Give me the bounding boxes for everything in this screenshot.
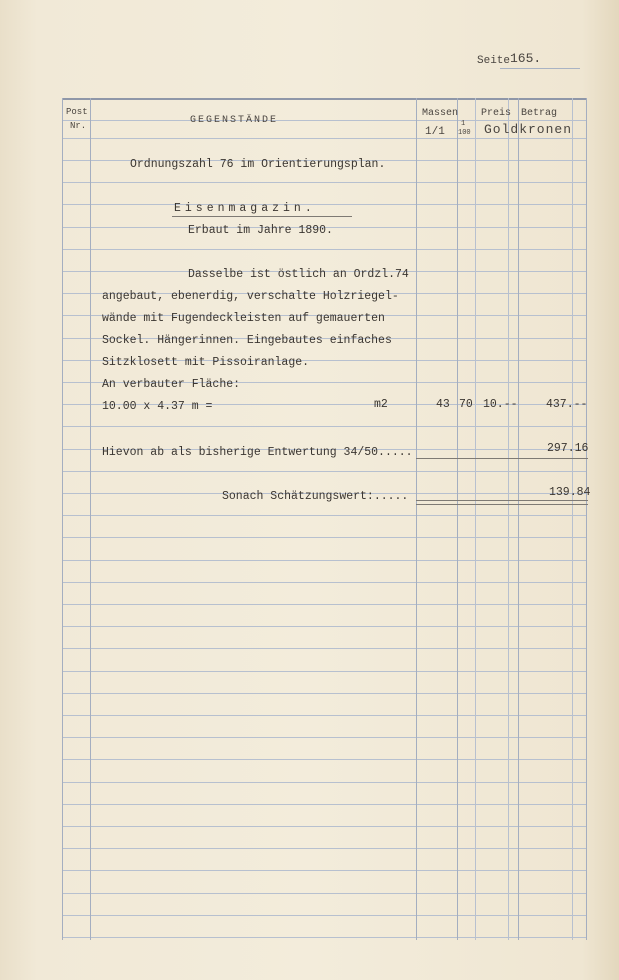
description-line: Dasselbe ist östlich an Ordzl.74 [188,268,409,281]
page-number: 165. [510,51,542,66]
mass-whole: 43 [436,398,450,411]
header-betrag: Betrag [521,108,558,119]
table-border-left [62,98,63,940]
page-number-label: Seite 165. [477,51,542,67]
column-divider-preis-sub [508,98,509,940]
column-divider-betrag-frac [572,98,573,940]
column-divider-massen-frac [457,98,458,940]
flaeche-label: An verbauter Fläche: [102,378,241,391]
page-number-underline [500,68,580,69]
header-massen-whole: 1/1 [425,126,445,138]
amount-value: 437.-- [546,398,588,411]
amount-value: 297.16 [547,442,589,455]
header-post: Post [66,107,88,117]
price-value: 10.-- [483,398,518,411]
subtotal-underline [416,458,588,459]
column-divider-betrag [518,98,519,940]
header-massen: Massen [422,108,459,119]
column-divider-preis [475,98,476,940]
header-goldkronen: Goldkronen [484,122,573,137]
header-nr: Nr. [70,121,87,131]
description-line: wände mit Fugendeckleisten auf gemauerten [102,312,385,325]
description-line: Sockel. Hängerinnen. Eingebautes einfaches [102,334,392,347]
description-line: Sitzklosett mit Pissoiranlage. [102,356,310,369]
table-border-right [586,98,587,940]
amount-value: 139.84 [549,486,591,499]
header-massen-frac-top: 1 [461,120,466,128]
ordnungszahl-line: Ordnungszahl 76 im Orientierungsplan. [130,158,386,171]
section-title: Eisenmagazin. [174,202,316,215]
erbaut-line: Erbaut im Jahre 1890. [188,224,333,237]
total-double-underline [416,500,588,505]
header-massen-frac-bottom: 100 [458,129,471,137]
section-title-underline [172,216,352,217]
abzug-label: Hievon ab als bisherige Entwertung 34/50..... [102,446,413,459]
header-gegenstaende: GEGENSTÄNDE [190,115,279,126]
mass-fraction: 70 [459,398,473,411]
flaeche-calc: 10.00 x 4.37 m = [102,400,213,413]
description-line: angebaut, ebenerdig, verschalte Holzriegel- [102,290,399,303]
schaetzwert-label: Sonach Schätzungswert:..... [222,490,409,503]
header-preis: Preis [481,108,512,119]
unit-label: m2 [374,398,388,411]
column-divider-massen [416,98,417,940]
column-divider-post [90,98,91,940]
